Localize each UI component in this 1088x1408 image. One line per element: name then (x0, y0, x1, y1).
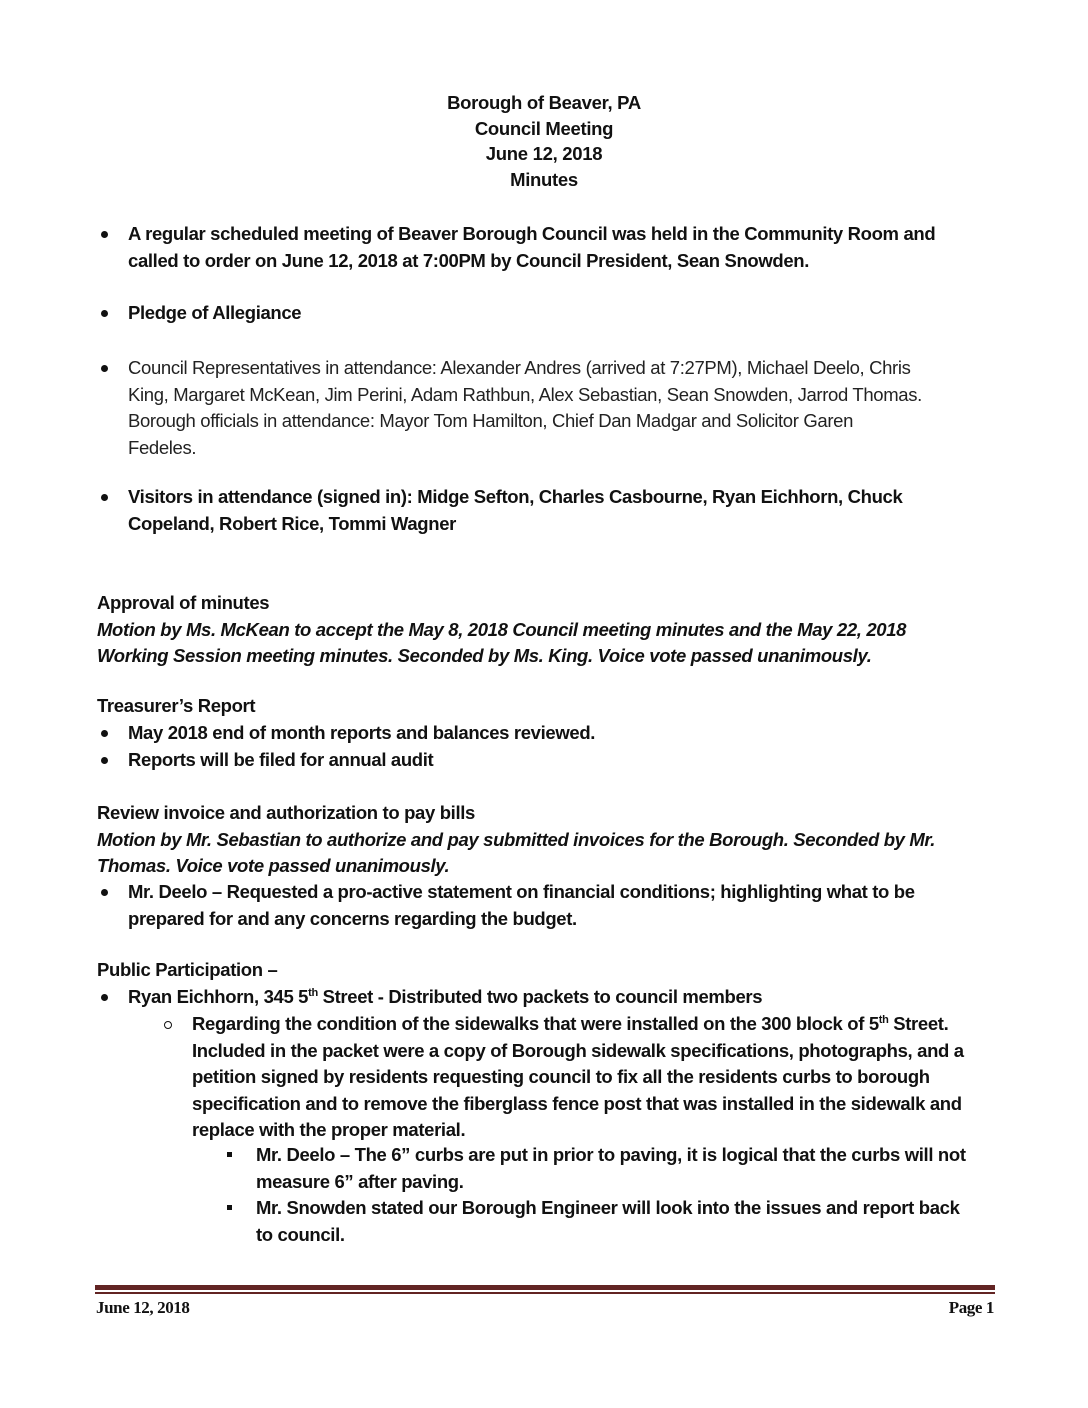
text-line: King, Margaret McKean, Jim Perini, Adam Rathbun, Alex Sebastian, Sean Snowden, Jarrod Thomas. (128, 383, 922, 405)
list-item-invoice-comment (97, 879, 997, 932)
document-header (0, 90, 1088, 192)
text-fragment: Street - Distributed two packets to council members (317, 986, 763, 1007)
text-line: Borough officials in attendance: Mayor Tom Hamilton, Chief Dan Madgar and Solicitor Garen (128, 410, 854, 431)
bullet-icon (101, 365, 108, 372)
text-line: Council Representatives in attendance: Alexander Andres (arrived at 7:27PM), Michael Deelo, Chris (128, 357, 911, 378)
section-treasurers-report (97, 693, 997, 720)
text-line: prepared for and any concerns regarding the budget. (128, 907, 577, 929)
text-line (192, 1011, 993, 1038)
section-heading: Approval of minutes (97, 592, 270, 613)
bullet-icon (101, 757, 108, 764)
section-heading: Treasurer’s Report (97, 695, 256, 716)
sub-list-item-sidewalks (163, 1011, 993, 1144)
list-item-pledge (97, 300, 997, 327)
text-line: May 2018 end of month reports and balances reviewed. (128, 722, 596, 743)
text-line: specification and to remove the fiberglass fence post that was installed in the sidewalk and (192, 1092, 962, 1114)
header-date: June 12, 2018 (485, 143, 603, 164)
text-line: called to order on June 12, 2018 at 7:00PM by Council President, Sean Snowden. (128, 249, 810, 271)
section-review-invoices (97, 800, 997, 880)
text-line: to council. (256, 1223, 345, 1245)
list-item-visitors (97, 484, 997, 537)
bullet-icon (101, 310, 108, 317)
text-line: Mr. Deelo – Requested a pro-active statement on financial conditions; highlighting what to be (128, 881, 915, 902)
bullet-icon (101, 730, 108, 737)
list-item-treasurer (97, 720, 997, 747)
bullet-icon (101, 994, 108, 1001)
text-fragment: Street. (888, 1013, 949, 1034)
text-line: Visitors in attendance (signed in): Midge Sefton, Charles Casbourne, Ryan Eichhorn, Chuck (128, 486, 903, 507)
footer-rule-thin (95, 1292, 995, 1294)
text-line: Copeland, Robert Rice, Tommi Wagner (128, 512, 456, 534)
text-fragment: Regarding the condition of the sidewalks that were installed on the 300 block of 5 (192, 1013, 879, 1034)
list-item-treasurer (97, 747, 997, 774)
text-fragment: Ryan Eichhorn, 345 5 (128, 986, 309, 1007)
text-line: petition signed by residents requesting council to fix all the residents curbs to borough (192, 1066, 930, 1087)
superscript: th (308, 986, 318, 999)
sub-sub-list-item-snowden (226, 1195, 996, 1248)
bullet-icon (101, 889, 108, 896)
text-line: replace with the proper material. (192, 1119, 466, 1140)
list-item-attendance (97, 355, 997, 461)
list-item-call-to-order (97, 221, 997, 274)
section-heading: Public Participation – (97, 959, 278, 980)
text-line: measure 6” after paving. (256, 1170, 464, 1192)
square-bullet-icon (227, 1152, 232, 1157)
text-line: A regular scheduled meeting of Beaver Borough Council was held in the Community Room and (128, 223, 936, 244)
text-line: Reports will be filed for annual audit (128, 749, 434, 770)
section-public-participation (97, 957, 997, 984)
header-meeting-type: Council Meeting (474, 117, 614, 139)
bullet-icon (101, 231, 108, 238)
section-heading: Review invoice and authorization to pay bills (97, 802, 475, 823)
header-minutes: Minutes (510, 168, 578, 190)
text-line: Mr. Deelo – The 6” curbs are put in prior to paving, it is logical that the curbs will not (256, 1144, 966, 1165)
text-line: Mr. Snowden stated our Borough Engineer will look into the issues and report back (256, 1197, 960, 1218)
footer-date: June 12, 2018 (96, 1298, 190, 1317)
footer-rule-thick (95, 1285, 995, 1290)
motion-line: Working Session meeting minutes. Seconded by Ms. King. Voice vote passed unanimously. (97, 645, 872, 666)
hollow-bullet-icon (164, 1021, 172, 1029)
bullet-icon (101, 494, 108, 501)
text-line: Pledge of Allegiance (128, 302, 302, 323)
superscript: th (878, 1013, 889, 1026)
motion-line: Motion by Ms. McKean to accept the May 8, 2018 Council meeting minutes and the May 22, 2018 (97, 618, 907, 640)
motion-line: Motion by Mr. Sebastian to authorize and pay submitted invoices for the Borough. Seconded by Mr. (97, 828, 936, 850)
text-line: Included in the packet were a copy of Borough sidewalk specifications, photographs, and a (192, 1039, 964, 1061)
text-line (128, 984, 997, 1011)
section-approval-of-minutes (97, 590, 997, 670)
square-bullet-icon (227, 1205, 232, 1210)
text-line: Fedeles. (128, 436, 197, 458)
footer-page-number: Page 1 (948, 1298, 994, 1317)
sub-sub-list-item-deelo (226, 1142, 996, 1195)
header-borough: Borough of Beaver, PA (447, 92, 641, 113)
motion-line: Thomas. Voice vote passed unanimously. (97, 855, 450, 876)
list-item-public-speaker (97, 984, 997, 1011)
